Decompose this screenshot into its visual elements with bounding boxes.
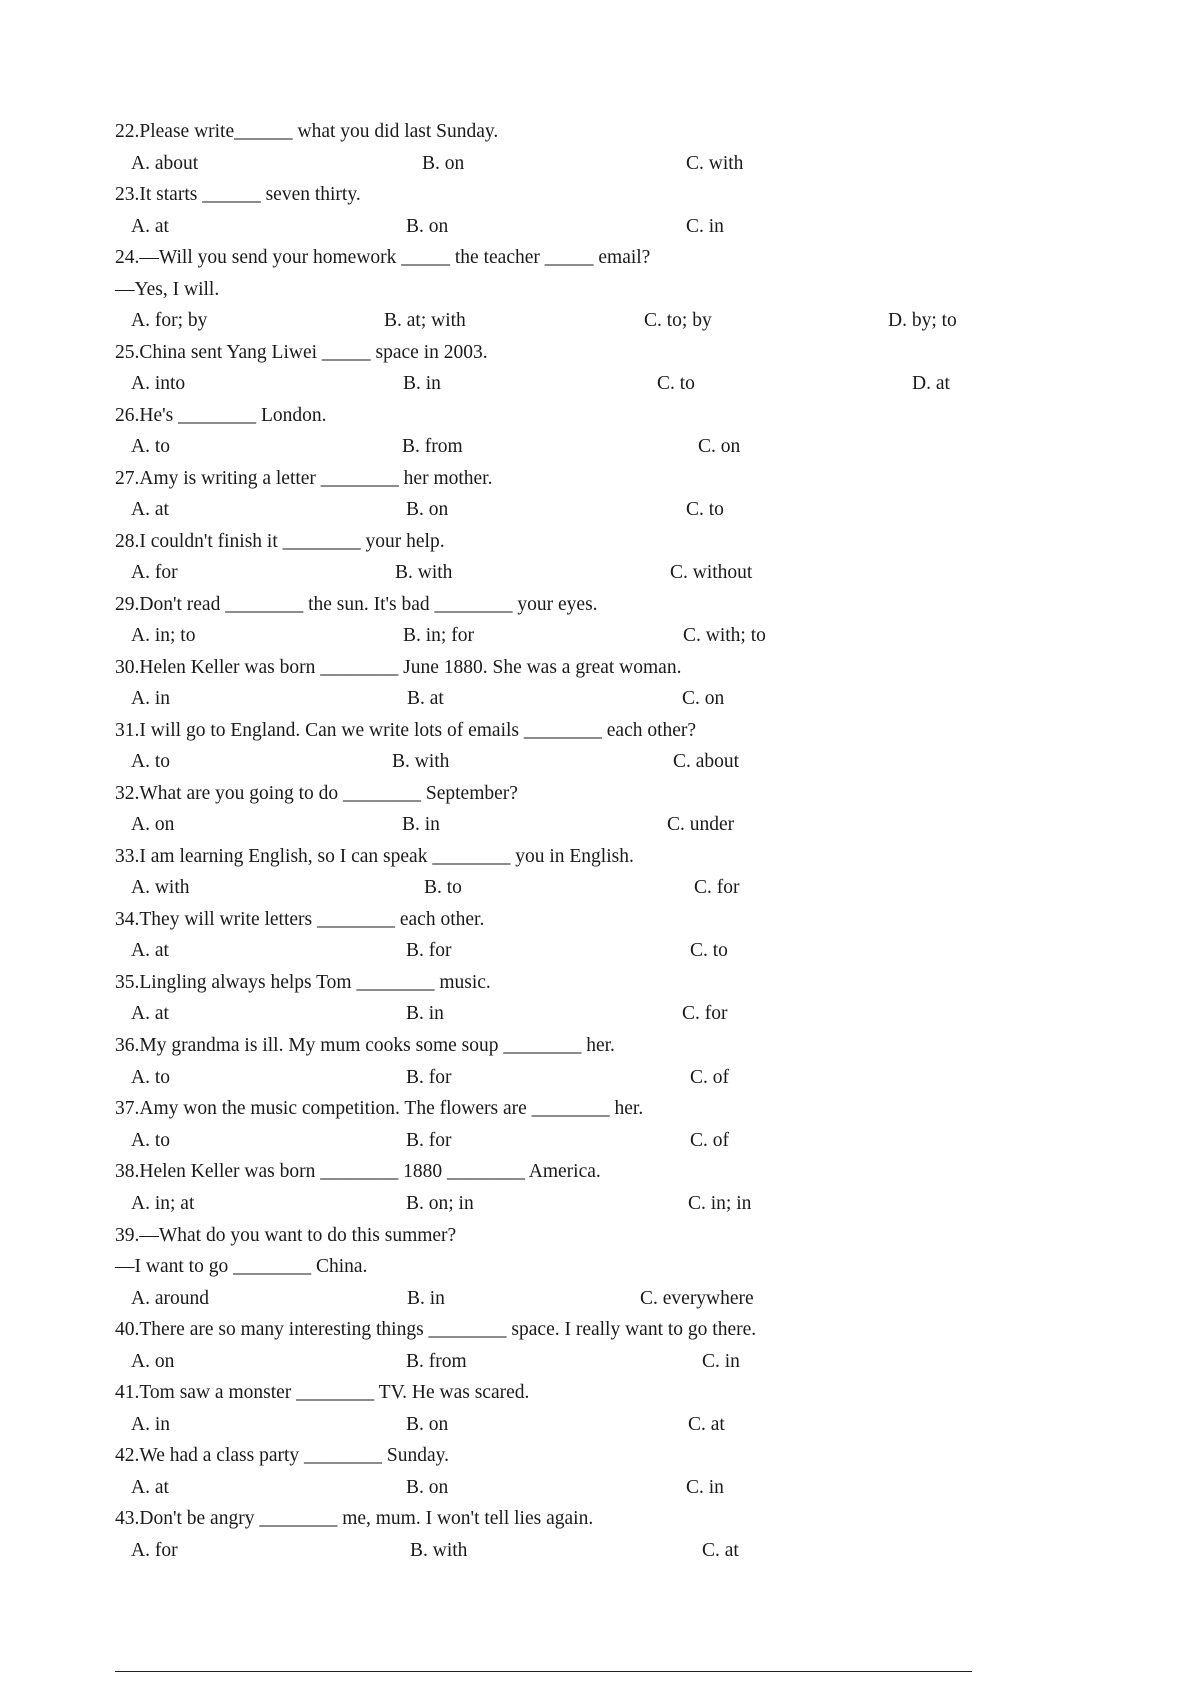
question-reply: —I want to go ________ China. (115, 1256, 368, 1277)
option-c: C. on (698, 436, 741, 457)
option-b: B. for (406, 1130, 452, 1151)
option-a: A. for (131, 562, 178, 583)
question-stem: 23.It starts ______ seven thirty. (115, 184, 361, 205)
question-stem: 36.My grandma is ill. My mum cooks some soup ________ her. (115, 1035, 615, 1056)
option-c: C. on (682, 688, 725, 709)
option-c: C. of (690, 1130, 729, 1151)
option-c: C. without (670, 562, 753, 583)
question-stem: 34.They will write letters ________ each other. (115, 909, 485, 930)
option-c: C. for (682, 1003, 728, 1024)
option-a: A. around (131, 1288, 209, 1309)
option-a: A. to (131, 436, 170, 457)
question-stem: 38.Helen Keller was born ________ 1880 ________ America. (115, 1161, 601, 1182)
option-b: B. in (406, 1003, 444, 1024)
option-d: D. at (912, 373, 950, 394)
option-a: A. in; at (131, 1193, 195, 1214)
option-c: C. everywhere (640, 1288, 754, 1309)
option-b: B. for (406, 940, 452, 961)
option-b: B. in; for (403, 625, 474, 646)
question-stem: 35.Lingling always helps Tom ________ music. (115, 972, 491, 993)
option-a: A. to (131, 1067, 170, 1088)
option-b: B. with (410, 1540, 468, 1561)
option-a: A. with (131, 877, 190, 898)
option-c: C. for (694, 877, 740, 898)
option-a: A. at (131, 1477, 169, 1498)
option-b: B. on (406, 1477, 449, 1498)
option-a: A. for; by (131, 310, 208, 331)
option-a: A. on (131, 1351, 175, 1372)
option-c: C. at (702, 1540, 739, 1561)
question-reply: —Yes, I will. (115, 279, 220, 300)
option-a: A. at (131, 499, 169, 520)
question-stem: 37.Amy won the music competition. The flowers are ________ her. (115, 1098, 644, 1119)
question-stem: 28.I couldn't finish it ________ your help. (115, 531, 445, 552)
option-b: B. in (407, 1288, 445, 1309)
option-b: B. from (406, 1351, 467, 1372)
option-c: C. in (686, 1477, 724, 1498)
option-a: A. in (131, 688, 170, 709)
option-b: B. to (424, 877, 462, 898)
option-b: B. on (422, 153, 465, 174)
option-a: A. to (131, 751, 170, 772)
option-c: C. to (690, 940, 728, 961)
option-c: C. about (673, 751, 740, 772)
option-a: A. at (131, 940, 169, 961)
question-stem: 29.Don't read ________ the sun. It's bad ________ your eyes. (115, 594, 598, 615)
option-b: B. in (403, 373, 441, 394)
option-b: B. on (406, 216, 449, 237)
option-c: C. at (688, 1414, 725, 1435)
option-c: C. in; in (688, 1193, 752, 1214)
question-stem: 25.China sent Yang Liwei _____ space in 2003. (115, 342, 488, 363)
question-stem: 39.—What do you want to do this summer? (115, 1225, 457, 1246)
question-stem: 33.I am learning English, so I can speak ________ you in English. (115, 846, 634, 867)
question-stem: 22.Please write______ what you did last Sunday. (115, 121, 499, 142)
question-stem: 26.He's ________ London. (115, 405, 327, 426)
option-c: C. with; to (683, 625, 766, 646)
option-a: A. for (131, 1540, 178, 1561)
option-b: B. on (406, 1414, 449, 1435)
question-stem: 42.We had a class party ________ Sunday. (115, 1445, 450, 1466)
option-a: A. about (131, 153, 199, 174)
option-d: D. by; to (888, 310, 957, 331)
option-b: B. in (402, 814, 440, 835)
option-b: B. for (406, 1067, 452, 1088)
option-c: C. with (686, 153, 744, 174)
option-b: B. on; in (406, 1193, 474, 1214)
question-stem: 30.Helen Keller was born ________ June 1880. She was a great woman. (115, 657, 682, 678)
option-c: C. to (686, 499, 724, 520)
option-a: A. in (131, 1414, 170, 1435)
question-stem: 27.Amy is writing a letter ________ her mother. (115, 468, 493, 489)
option-c: C. in (686, 216, 724, 237)
option-b: B. from (402, 436, 463, 457)
option-a: A. in; to (131, 625, 196, 646)
option-b: B. on (406, 499, 449, 520)
question-stem: 40.There are so many interesting things ________ space. I really want to go there. (115, 1319, 757, 1340)
question-stem: 31.I will go to England. Can we write lots of emails ________ each other? (115, 720, 697, 741)
option-a: A. at (131, 1003, 169, 1024)
option-a: A. on (131, 814, 175, 835)
question-stem: 43.Don't be angry ________ me, mum. I won't tell lies again. (115, 1508, 594, 1529)
option-a: A. into (131, 373, 186, 394)
question-stem: 32.What are you going to do ________ September? (115, 783, 518, 804)
option-b: B. at; with (384, 310, 466, 331)
question-stem: 41.Tom saw a monster ________ TV. He was scared. (115, 1382, 530, 1403)
option-b: B. with (392, 751, 450, 772)
question-stem: 24.—Will you send your homework _____ the teacher _____ email? (115, 247, 651, 268)
footer-rule (115, 1671, 972, 1672)
option-a: A. to (131, 1130, 170, 1151)
option-c: C. to; by (644, 310, 712, 331)
option-c: C. in (702, 1351, 740, 1372)
option-c: C. to (657, 373, 695, 394)
option-c: C. under (667, 814, 735, 835)
option-b: B. with (395, 562, 453, 583)
option-c: C. of (690, 1067, 729, 1088)
option-a: A. at (131, 216, 169, 237)
option-b: B. at (407, 688, 444, 709)
